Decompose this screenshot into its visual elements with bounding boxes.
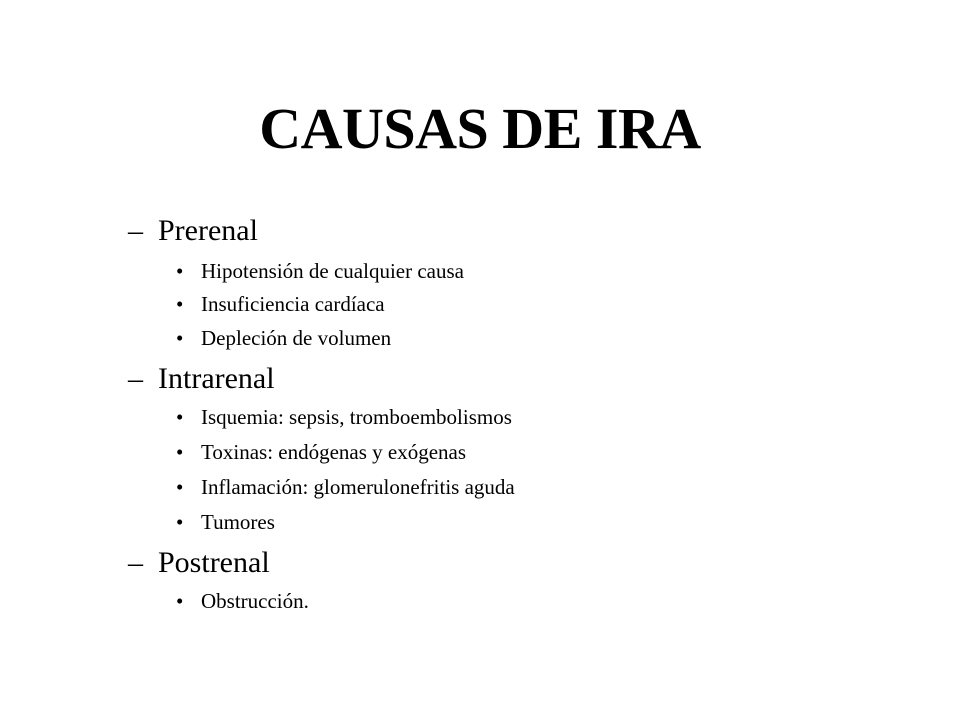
list-item: [176, 474, 515, 500]
list-item-text: Hipotensión de cualquier causa: [201, 259, 464, 283]
bullet-marker: •: [176, 405, 184, 429]
list-item: [176, 509, 275, 535]
bullet-marker: •: [176, 326, 184, 350]
bullet-marker: •: [176, 440, 184, 464]
list-item-text: Isquemia: sepsis, tromboembolismos: [201, 405, 512, 429]
section-label: Prerenal: [158, 214, 258, 247]
list-item: [176, 258, 464, 284]
dash-marker: –: [128, 362, 143, 395]
bullet-marker: •: [176, 589, 184, 613]
bullet-marker: •: [176, 292, 184, 316]
dash-marker: –: [128, 214, 143, 247]
bullet-marker: •: [176, 259, 184, 283]
section-label: Postrenal: [158, 546, 270, 579]
section-postrenal: [128, 545, 270, 581]
section-label: Intrarenal: [158, 362, 275, 395]
list-item: [176, 404, 512, 430]
list-item: [176, 325, 391, 351]
list-item-text: Inflamación: glomerulonefritis aguda: [201, 475, 515, 499]
bullet-marker: •: [176, 475, 184, 499]
list-item-text: Obstrucción.: [201, 589, 309, 613]
list-item-text: Tumores: [201, 510, 275, 534]
slide-title: CAUSAS DE IRA: [259, 96, 701, 161]
list-item: [176, 439, 466, 465]
section-intrarenal: [128, 361, 275, 397]
list-item-text: Insuficiencia cardíaca: [201, 292, 385, 316]
dash-marker: –: [128, 546, 143, 579]
bullet-marker: •: [176, 510, 184, 534]
list-item: [176, 291, 385, 317]
list-item-text: Toxinas: endógenas y exógenas: [201, 440, 467, 464]
section-prerenal: [128, 213, 258, 249]
list-item-text: Depleción de volumen: [201, 326, 392, 350]
list-item: [176, 588, 309, 614]
